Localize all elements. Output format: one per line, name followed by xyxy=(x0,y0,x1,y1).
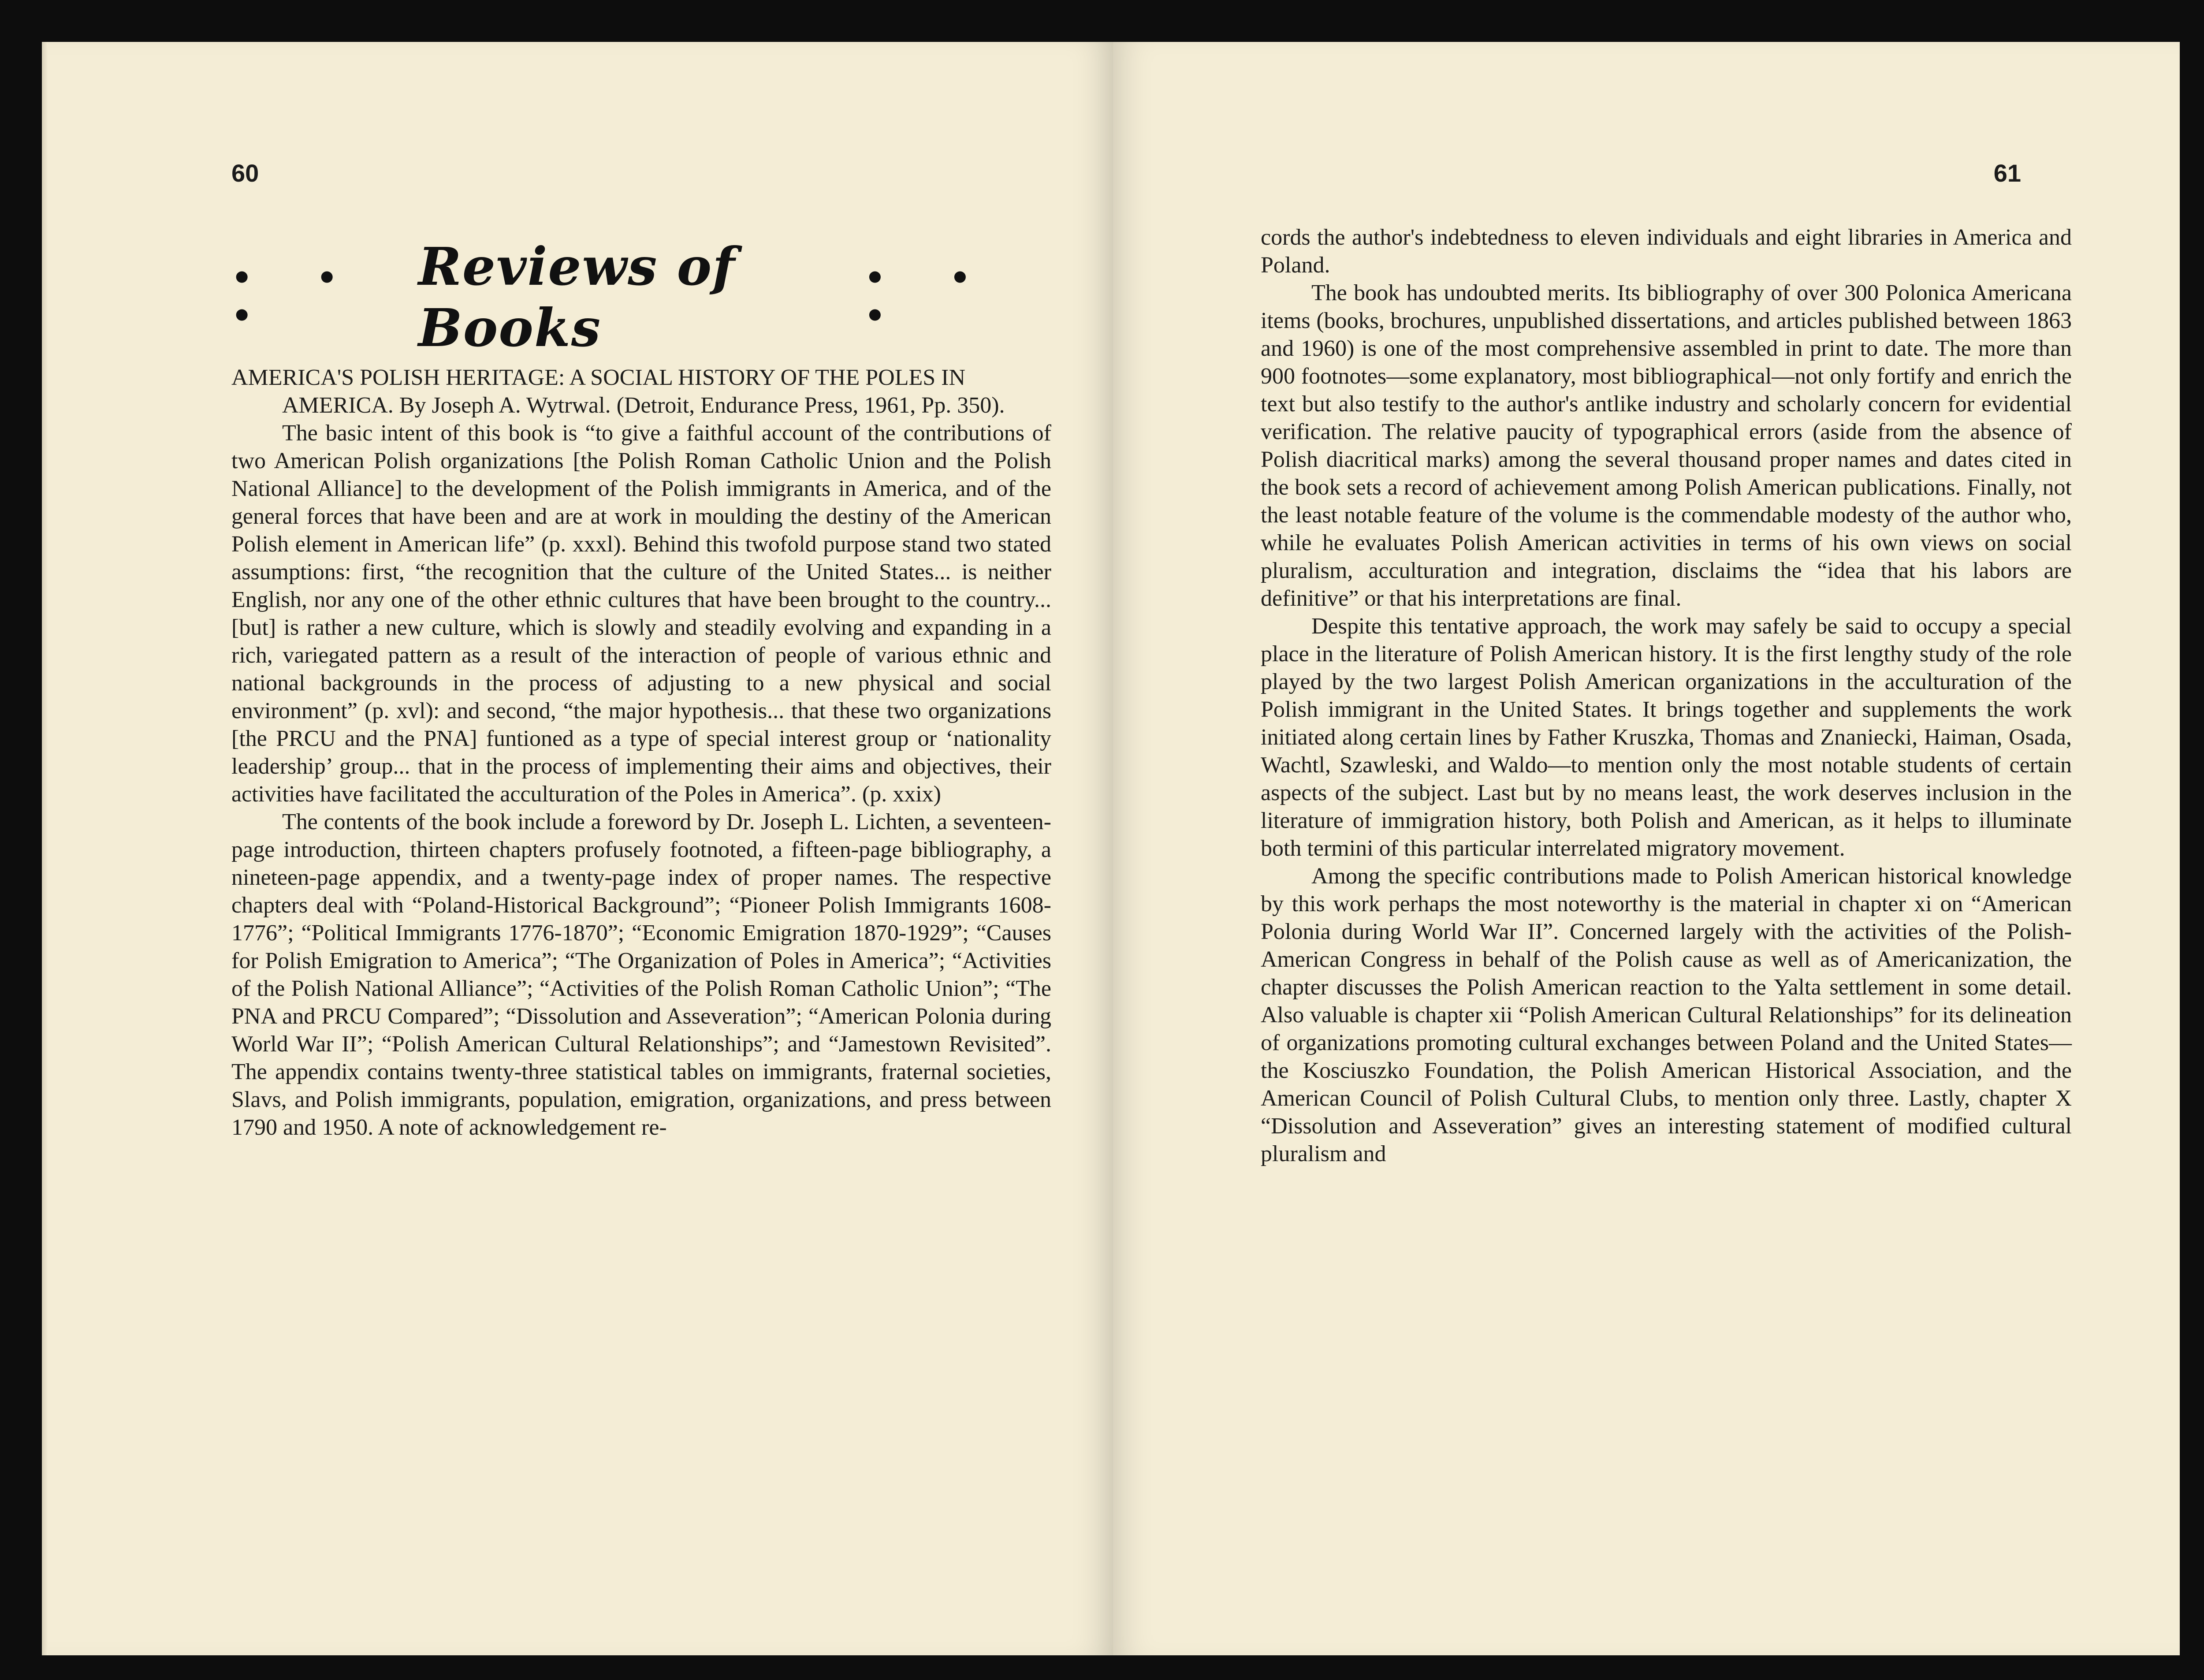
page-number: 60 xyxy=(231,159,259,187)
left-page xyxy=(42,42,1113,1655)
book-spread xyxy=(42,42,2180,1655)
left-page-text xyxy=(231,364,1051,1141)
heading-title: Reviews of Books xyxy=(418,236,736,358)
paragraph: The book has undoubted merits. Its bibliography of over 300 Polonica Americana items (books, brochures, unpublished dissertations, and articles published between 1863 and 1960) is one of the most comprehensive assembled in print to date. The more than 900 footnotes—some explanatory, most bibliographical—not only fortify and enrich the text but also testify to the author's antlike industry and scholarly concern for evidential verification. The relative paucity of typographical errors (aside from the absence of Polish diacritical marks) among the several thousand proper names and dates cited in the book sets a record of achievement among Polish American publications. Finally, not the least notable feature of the volume is the commendable modesty of the author who, while he evaluates Polish American activities in terms of his own views on social pluralism, acculturation and integration, disclaims the “idea that his labors are definitive” or that his interpretations are final. xyxy=(1261,280,2072,611)
page-number: 61 xyxy=(1993,159,2021,187)
right-page-text xyxy=(1261,224,2072,1168)
heading-dots-left: • • • xyxy=(231,259,364,335)
book-citation: AMERICA'S POLISH HERITAGE: A SOCIAL HISTORY OF THE POLES IN AMERICA. By Joseph A. Wytrwal. (Detroit, Endurance Press, 1961, Pp. 350). xyxy=(231,365,1005,418)
paragraph: Despite this tentative approach, the work may safely be said to occupy a special place in the literature of Polish American history. It is the first lengthy study of the role played by the two largest Polish American organizations in the acculturation of the Polish immigrant in the United States. It brings together and supplements the work initiated along certain lines by Father Kruszka, Thomas and Znaniecki, Haiman, Osada, Wachtl, Szawleski, and Waldo—to mention only the most notable students of certain aspects of the subject. Last but by no means least, the work deserves inclusion in the literature of immigration history, both Polish and American, as it helps to illuminate both termini of this particular interrelated migratory movement. xyxy=(1261,614,2072,861)
heading-dots-right: • • • xyxy=(864,259,997,335)
paragraph: The basic intent of this book is “to give a faithful account of the contributions of two American Polish organizations [the Polish Roman Catholic Union and the Polish National Alliance] to the development of the Polish immigrants in America, and of the general forces that have been and are at work in moulding the destiny of the American Polish element in American life” (p. xxxl). Behind this twofold purpose stand two stated assumptions: first, “the recognition that the culture of the United States... is neither English, nor any one of the other ethnic cultures that have been brought to the country... [but] is rather a new culture, which is slowly and steadily evolving and expanding in a rich, variegated pattern as a result of the interaction of people of various ethnic and national backgrounds in the process of adjusting to a new physical and social environment” (p. xvl): and second, “the major hypothesis... that these two organizations [the PRCU and the PNA] funtioned as a type of special interest group or ‘nationality leadership’ group... that in the process of implementing their aims and objectives, their activities have facilitated the acculturation of the Poles in America”. (p. xxix) xyxy=(231,421,1051,807)
section-heading xyxy=(231,236,1051,358)
paragraph-continued: cords the author's indebtedness to eleven individuals and eight libraries in America and Poland. xyxy=(1261,225,2072,278)
paragraph: Among the specific contributions made to Polish American historical knowledge by this work perhaps the most noteworthy is the material in chapter xi on “American Polonia during World War II”. Concerned largely with the activities of the Polish-American Congress in behalf of the Polish cause as well as of Americanization, the chapter discusses the Polish American reaction to the Yalta settlement in some detail. Also valuable is chapter xii “Polish American Cultural Relationships” for its delineation of organizations promoting cultural exchanges between Poland and the United States—the Kosciuszko Foundation, the Polish American Historical Association, and the American Council of Polish Cultural Clubs, to mention only three. Lastly, chapter X “Dissolution and Asseveration” gives an interesting statement of modified cultural pluralism and xyxy=(1261,864,2072,1166)
right-page xyxy=(1113,42,2180,1655)
paragraph: The contents of the book include a foreword by Dr. Joseph L. Lichten, a seventeen-page introduction, thirteen chapters profusely footnoted, a fifteen-page bibliography, a nineteen-page appendix, and a twenty-page index of proper names. The respective chapters deal with “Poland-Historical Background”; “Pioneer Polish Immigrants 1608-1776”; “Political Immigrants 1776-1870”; “Economic Emigration 1870-1929”; “Causes for Polish Emigration to America”; “The Organization of Poles in America”; “Activities of the Polish National Alliance”; “Activities of the Polish Roman Catholic Union”; “The PNA and PRCU Compared”; “Dissolution and Asseveration”; “American Polonia during World War II”; “Polish American Cultural Relationships”; and “Jamestown Revisited”. The appendix contains twenty-three statistical tables on immigrants, fraternal societies, Slavs, and Polish immigrants, population, emigration, organizations, and press between 1790 and 1950. A note of acknowledgement re- xyxy=(231,809,1051,1140)
